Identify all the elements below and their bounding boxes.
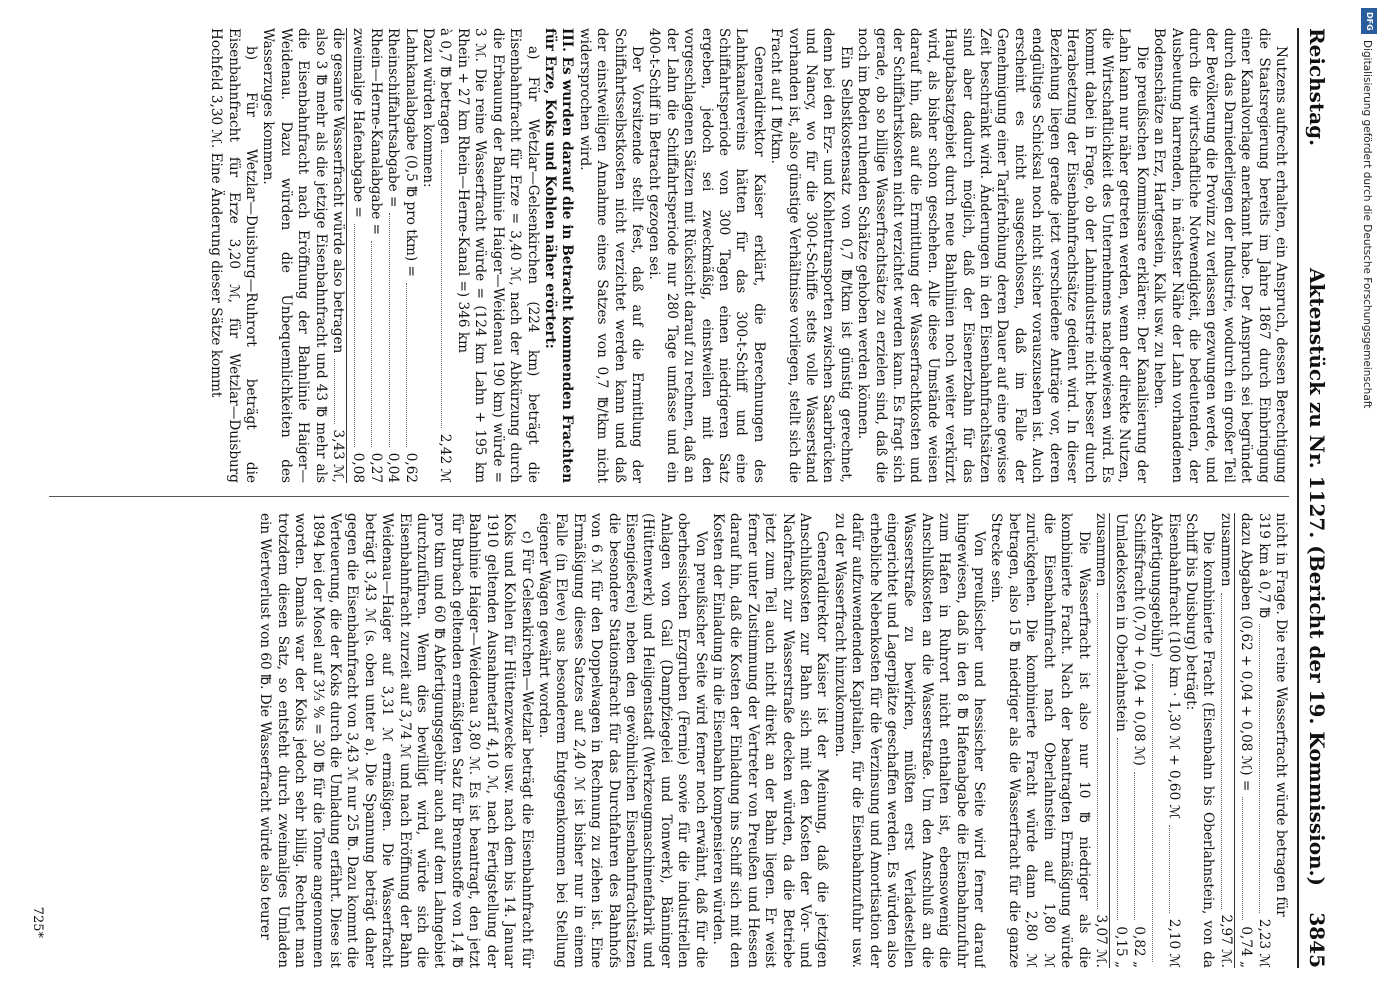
page-content [30, 28, 1333, 968]
leader-dots [389, 213, 401, 446]
page-number: 3845 [1305, 912, 1329, 968]
paragraph: Die kombinierte Fracht (Eisenbahn bis Oberlahnstein, von da Schiff bis Duisburg) beträgt: [1182, 513, 1217, 968]
calc-value: 2,97 ℳ. [1217, 914, 1234, 968]
calc-label: Eisenbahnfracht (100 km · 1,30 ℳ + 0,60 ℳ [1165, 513, 1182, 820]
text-columns [49, 28, 1289, 968]
leader-dots [1221, 593, 1233, 909]
leader-dots [371, 241, 383, 447]
calc-label: Umladekosten in Oberlahnstein [1113, 513, 1130, 732]
calc-row [384, 28, 401, 483]
calc-label: Rheinschiffahrtsabgabe = [385, 28, 402, 208]
calc-value: 0,82 „ [1130, 926, 1147, 968]
paragraph: Von preußischer Seite wird ferner noch erwähnt, daß für die oberhessischen Erzgruben (Fernie) sowie für die industriellen Anlagen von Gail (Dampfziegelei und Tonwerk), Bänninger (Hüttenwerk) und Heiligenstadt (Werkzeugmaschinenfabrik und Eisengießerei) neben den gewöhnlichen Eisenbahnfrachtsätzen die besondere Stationsfracht für das Durchfahren des Bahnhofs von 6 ℳ für den Doppelwagen in Rechnung zu ziehen ist. Eine Ermäßigung dieses Satzes auf 2,40 ℳ ist bisher nur in einem Falle (in Eleve) aus besonderem Entgegenkommen bei Stellung eigener Wagen gewährt worden. [535, 513, 709, 968]
sum-row [329, 28, 347, 483]
calc-row [1129, 513, 1146, 968]
leader-dots [1097, 593, 1109, 909]
calc-label: 319 km à 0,7 ℔ [1255, 513, 1272, 619]
calc-label: zweimalige Hafenabgabe = [350, 28, 367, 218]
paragraph: b) Für Wetzlar—Duisburg—Ruhrort beträgt die Eisenbahnfracht für Erze 3,20 ℳ, für Wetzlar—Duisburg Hochfeld 3,30 ℳ. Eine Änderung dieser Sätze kommt [208, 28, 260, 483]
footer-mark: 725* [30, 906, 45, 938]
calc-row [349, 28, 366, 483]
calc-label: Schiffsfracht (0,70 + 0,04 + 0,08 ℳ) [1130, 513, 1147, 766]
right-column [49, 513, 1289, 968]
dfg-logo: DFG [1361, 8, 1377, 34]
leader-dots [1259, 624, 1271, 913]
calc-label: dazu Abgaben (0,62 + 0,04 + 0,08 ℳ) = [1238, 513, 1255, 792]
running-header [1297, 28, 1333, 968]
leader-dots [1152, 664, 1164, 962]
calc-value: 3,43 ℳ, [330, 429, 347, 483]
calc-value: 2,23 ℳ [1255, 918, 1272, 968]
calc-row [436, 28, 453, 483]
calc-value: 2,42 ℳ [437, 433, 454, 483]
calc-value: 0,04 [385, 452, 402, 483]
side-credit [1361, 8, 1379, 908]
leader-dots [1134, 772, 1146, 921]
left-column [49, 28, 1289, 483]
leader-dots [334, 359, 346, 423]
leader-dots [354, 224, 366, 447]
calc-value: 3,07 ℳ. [1092, 914, 1109, 968]
calc-label: zusammen [1092, 513, 1109, 587]
calc-row [1164, 513, 1181, 968]
paragraph: nicht in Frage. Die reine Wasserfracht würde betragen für [1273, 513, 1289, 917]
column-divider [49, 496, 1289, 497]
header-title: Aktenstück zu Nr. 1127. (Bericht der 19. Kommission.) [1305, 268, 1329, 887]
calc-value: 0,74 „ [1238, 926, 1255, 968]
calc-row [401, 28, 418, 483]
leader-dots [1242, 797, 1254, 920]
leader-dots [441, 150, 453, 428]
paragraph: Generaldirektor Kaiser ist der Meinung, daß die jetzigen Anschlußkosten zur Bahn sich mit den Kosten der Vor- und Nachfracht zur Wasserstraße decken würden, da die Betriebe jetzt zum Teil auch nicht direkt an der Bahn liegen. Er weist ferner unter Zustimmung der Vertreter von Preußen und Hessen darauf hin, daß die Kosten der Einladung ins Schiff sich mit den Kosten der Einladung in die Eisenbahn kompensieren würden. [710, 513, 831, 968]
funding-note: Digitalisierung gefördert durch die Deutsche Forschungsgemeinschaft [1361, 40, 1373, 409]
paragraph: Generaldirektor Kaiser erklärt, die Berechnungen des Lahnkanalvereins hätten für das 300-t-Schiff und eine Schiffahrtsperiode von 300 Tagen einen niedrigeren Satz ergeben, jedoch sei zweckmäßig, einstweilen mit den vorgeschlagenen Sätzen mit Rücksicht darauf zu rechnen, daß an der Lahn die Schiffahrtsperiode nur 280 Tage umfasse und ein 400-t-Schiff in Betracht gezogen sei. [646, 28, 767, 483]
calc-label: die gesamte Wasserfracht würde also betragen [330, 28, 347, 354]
paragraph: Dazu würden kommen: [420, 28, 437, 188]
calc-label: à 0,7 ℔ betragen [437, 28, 454, 145]
section-heading: III. Es wurden darauf die in Betracht kommenden Frachten für Erze, Koks und Kohlen näher erörtert: [541, 28, 576, 483]
calc-label: zusammen [1217, 513, 1234, 587]
paragraph: Nutzens aufrecht erhalten, ein Anspruch, dessen Berechtigung die Staatsregierung bereits im Jahre 1867 durch Einbringung einer Kanalvorlage anerkannt habe. Der Anspruch sei begründet durch das Darniederliegen der Industrie, wodurch ein großer Teil der Bevölkerung die Provinz zu verlassen gezwungen werde, und durch die wirtschaftliche Notwendigkeit, die bedeutenden, der Ausbeutung harrenden, in nächster Nähe der Lahn vorhandenen Bodenschätze an Erz, Hartgestein, Kalk usw. zu heben. [1151, 28, 1289, 483]
calc-row [1254, 513, 1271, 968]
header-left: Reichstag. [1305, 28, 1329, 147]
calc-row [1112, 513, 1129, 968]
paragraph: a) Für Wetzlar—Gelsenkirchen (224 km) beträgt die Eisenbahnfracht für Erze = 3,40 ℳ, nach der Abkürzung durch die Erbauung der Bahnlinie Haiger—Weidenau 190 km) würde = 3 ℳ. Die reine Wasserfracht würde = (124 km Lahn + 195 km Rhein + 27 km Rhein—Herne-Kanal =) 346 km [454, 28, 541, 483]
paragraph: also 3 ℔ mehr als die jetzige Eisenbahnfracht und 43 ℔ mehr als die Eisenbahnfracht nach Eröffnung der Bahnlinie Haiger—Weidenau. Dazu würden die Unbequemlichkeiten des Wasserzuges kommen. [260, 28, 329, 483]
calc-value: 2,10 ℳ [1165, 918, 1182, 968]
paragraph: Von preußischer und hessischer Seite wird ferner darauf hingewiesen, daß in den 8 ℔ Hafenabgabe die Eisenbahnzufuhr zum Hafen in Ruhrort nicht enthalten ist, ebensowenig die Anschlußkosten an die Wasserstraße. Um den Anschluß an die Wasserstraße zu bewirken, müßten erst Verladestellen eingerichtet und Lagerplätze geschaffen werden. Es würden also erhebliche Nebenkosten für die Verzinsung und Amortisation der dafür aufzuwendenden Kapitalien, für die Eisenbahnzufuhr usw. zu der Wasserfracht hinzukommen. [831, 513, 988, 968]
paragraph: Der Vorsitzende stellt fest, daß auf die Ermittlung der Schiffahrtsselbstkosten nicht verzichtet werden kann und daß der einstweiligen Annahme eines Satzes von 0,7 ℔/tkm nicht widersprochen wird. [576, 28, 645, 483]
calc-label: Lahnkanalabgabe (0,5 ℔ pro tkm) = [402, 28, 419, 277]
calc-label: Rhein—Herne-Kanalabgabe = [367, 28, 384, 236]
calc-value: 0,15 „ [1113, 926, 1130, 968]
sum-row [1216, 513, 1234, 968]
leader-dots [1117, 738, 1129, 920]
paragraph: Die preußischen Kommissare erklären: Der Kanalisierung der Lahn kann nur näher getreten werden, wenn der direkte Nutzen, die Wirtschaftlichkeit des Unternehmens nachgewiesen wird. Es kommt dabei in Frage, ob der Lahnindustrie nicht besser durch Herabsetzung der Eisenbahnfrachtsätze gedient wird. In dieser Beziehung liegen gerade jetzt verschiedene Anträge vor, deren endgültiges Schicksal noch nicht sicher vorauszusehen ist. Auch erscheint es nicht ausgeschlossen, daß im Falle der Genehmigung einer Tariferhöhung deren Dauer auf eine gewisse Zeit beschränkt wird. Änderungen in den Eisenbahnfrachtsätzen sind aber dadurch möglich, daß der Eisenerzbahn für das Hauptabsatzgebiet durch neue Bahnlinien noch weiter verkürzt wird, als bisher schon geschehen. Alle diese Umstände weisen darauf hin, daß auf die Ermittlung der Wasserfrachtkosten und der Schiffahrtskosten nicht verzichtet werden kann. Es fragt sich gerade, ob so billige Wasserfrachtsätze zu erzielen sind, daß die noch im Boden ruhenden Schätze gehoben werden können. [855, 28, 1150, 483]
leader-dots [406, 283, 418, 447]
paragraph: c) Für Gelsenkirchen—Wetzlar beträgt die Eisenbahnfracht für Koks und Kohlen für Hüttenzwecke usw. nach dem bis 14. Januar 1910 geltenden Ausnahmetarif 4,10 ℳ, nach Fertigstellung der Bahnlinie Haiger—Weidenau 3,80 ℳ. Es ist beantragt, den jetzt für Burbach geltenden ermäßigten Satz für Brennstoffe von 1,4 ℔ pro tkm und 60 ℔ Abfertigungsgebühr auch auf dem Lahngebiet durchzuführen. Wenn dies bewilligt wird, würde sich die Eisenbahnfracht zurzeit auf 3,74 ℳ und nach Eröffnung der Bahn Weidenau—Haiger auf 3,31 ℳ ermäßigen. Die Wasserfracht beträgt 3,43 ℳ (s. oben unter a). Die Spannung beträgt daher gegen die Eisenbahnfracht von 3,43 ℳ nur 25 ℔. Dazu kommt die Verteuerung, die der Koks durch die Umladung erfährt. Diese ist 1894 bei der Mosel auf 3⅓ % = 30 ℔ für die Tonne angenommen worden. Damals war der Koks jedoch sehr billig. Rechnet man trotzdem diesen Satz, so entsteht durch zweimaliges Umladen ein Wertverlust von 60 ℔. Die Wasserfracht würde also teurer [257, 513, 535, 968]
leader-dots [1169, 825, 1181, 913]
calc-label: Abfertigungsgebühr) [1148, 513, 1165, 658]
calc-value: 0,62 [402, 452, 419, 483]
calc-row [1147, 513, 1164, 968]
calc-value: 0,08 [350, 452, 367, 483]
sum-row [1092, 513, 1110, 968]
calc-row [1237, 513, 1254, 968]
calc-value: 0,27 [367, 452, 384, 483]
calc-row [366, 28, 383, 483]
paragraph: Ein Selbstkostensatz von 0,7 ℔/tkm ist günstig gerechnet, denn bei den Erz- und Kohlentransporten zwischen Saarbrücken und Nancy, wo für die 300-t-Schiffe stets volle Wasserstand vorhanden ist, also günstige Verhältnisse vorliegen, stellt sich die Fracht auf 1 ℔/tkm. [768, 28, 854, 483]
paragraph: Die Wasserfracht ist also nur 10 ℔ niedriger als die kombinierte Fracht. Nach der beantragten Ermäßigung würde die Eisenbahnfracht nach Oberlahnstein auf 1,80 ℳ zurückgehen. Die kombinierte Fracht würde dann 2,80 ℳ betragen, also 15 ℔ niedriger als die Wasserfracht für die ganze Strecke sein. [988, 513, 1092, 968]
